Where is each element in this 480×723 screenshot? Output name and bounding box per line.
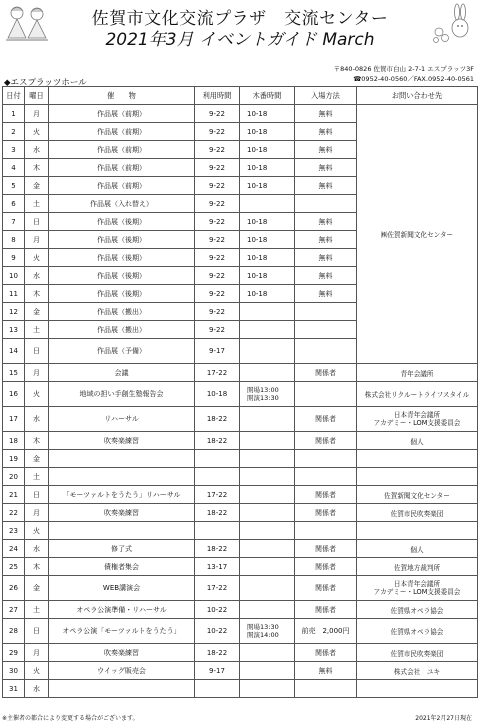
weekday-cell: 日 — [25, 619, 49, 644]
main-time-cell: 開場13:00 開演13:30 — [240, 382, 295, 407]
main-time-cell: 10-18 — [240, 231, 295, 249]
address-line: 〒840-0826 佐賀市白山 2-7-1 エスプラッツ3F — [333, 65, 474, 73]
main-time-cell: 10-18 — [240, 105, 295, 123]
weekday-cell: 土 — [25, 601, 49, 619]
entry-cell: 前売 2,000円 — [295, 619, 357, 644]
merged-contact-cell: ㈱佐賀新聞文化センター — [357, 105, 478, 364]
main-time-cell: 10-18 — [240, 249, 295, 267]
event-cell: ウイッグ販売会 — [49, 662, 195, 680]
usage-time-cell: 9-22 — [195, 105, 240, 123]
entry-cell: 関係者 — [295, 486, 357, 504]
main-time-cell — [240, 540, 295, 558]
table-row — [3, 576, 478, 601]
usage-time-cell: 9-22 — [195, 123, 240, 141]
table-row — [3, 644, 478, 662]
main-time-cell — [240, 321, 295, 339]
date-cell: 24 — [3, 540, 25, 558]
entry-cell — [295, 680, 357, 698]
event-cell — [49, 450, 195, 468]
main-time-cell — [240, 522, 295, 540]
contact-cell: 株式会社リクルートライフスタイル — [357, 382, 478, 407]
event-schedule-table — [2, 86, 478, 698]
weekday-cell: 木 — [25, 159, 49, 177]
entry-cell: 関係者 — [295, 504, 357, 522]
main-time-cell: 10-18 — [240, 177, 295, 195]
main-time-cell — [240, 601, 295, 619]
weekday-cell: 水 — [25, 407, 49, 432]
weekday-cell: 金 — [25, 450, 49, 468]
weekday-cell: 日 — [25, 486, 49, 504]
main-time-cell — [240, 303, 295, 321]
weekday-cell: 月 — [25, 105, 49, 123]
main-time-cell — [240, 468, 295, 486]
date-cell: 22 — [3, 504, 25, 522]
date-cell: 21 — [3, 486, 25, 504]
weekday-cell: 水 — [25, 540, 49, 558]
weekday-cell: 金 — [25, 303, 49, 321]
main-time-cell — [240, 486, 295, 504]
date-cell: 6 — [3, 195, 25, 213]
event-cell: 作品展（前期） — [49, 105, 195, 123]
usage-time-cell: 18-22 — [195, 644, 240, 662]
weekday-cell: 木 — [25, 432, 49, 450]
usage-time-cell: 9-22 — [195, 195, 240, 213]
main-time-cell — [240, 339, 295, 364]
column-header-contact: お問い合わせ先 — [357, 87, 478, 105]
date-cell: 4 — [3, 159, 25, 177]
usage-time-cell: 9-22 — [195, 267, 240, 285]
table-row — [3, 601, 478, 619]
table-row — [3, 450, 478, 468]
entry-cell — [295, 339, 357, 364]
date-cell: 19 — [3, 450, 25, 468]
date-cell: 25 — [3, 558, 25, 576]
usage-time-cell: 9-17 — [195, 662, 240, 680]
entry-cell — [295, 522, 357, 540]
event-cell — [49, 468, 195, 486]
event-cell: 修了式 — [49, 540, 195, 558]
table-row — [3, 432, 478, 450]
weekday-cell: 日 — [25, 213, 49, 231]
contact-cell — [357, 522, 478, 540]
date-cell: 11 — [3, 285, 25, 303]
page-header — [0, 0, 480, 62]
column-header-event: 催 物 — [49, 87, 195, 105]
date-cell: 26 — [3, 576, 25, 601]
table-row — [3, 504, 478, 522]
date-cell: 2 — [3, 123, 25, 141]
weekday-cell: 木 — [25, 285, 49, 303]
usage-time-cell: 9-22 — [195, 303, 240, 321]
weekday-cell: 水 — [25, 680, 49, 698]
entry-cell: 関係者 — [295, 432, 357, 450]
usage-time-cell — [195, 522, 240, 540]
entry-cell: 無料 — [295, 267, 357, 285]
contact-cell — [357, 450, 478, 468]
entry-cell: 関係者 — [295, 540, 357, 558]
weekday-cell: 火 — [25, 522, 49, 540]
main-time-cell — [240, 195, 295, 213]
event-cell: 作品展（後期） — [49, 285, 195, 303]
main-time-cell — [240, 576, 295, 601]
main-time-cell — [240, 364, 295, 382]
main-time-cell: 10-18 — [240, 267, 295, 285]
event-cell: リハーサル — [49, 407, 195, 432]
entry-cell: 関係者 — [295, 407, 357, 432]
contact-cell: 個人 — [357, 432, 478, 450]
date-cell: 13 — [3, 321, 25, 339]
table-row — [3, 540, 478, 558]
date-cell: 5 — [3, 177, 25, 195]
entry-cell: 関係者 — [295, 601, 357, 619]
usage-time-cell: 17-22 — [195, 364, 240, 382]
usage-time-cell: 9-22 — [195, 177, 240, 195]
weekday-cell: 月 — [25, 364, 49, 382]
footer-date: 2021年2月27日現在 — [415, 715, 472, 722]
table-row — [3, 382, 478, 407]
main-time-cell: 10-18 — [240, 213, 295, 231]
column-header-entry: 入場方法 — [295, 87, 357, 105]
table-header-row — [3, 87, 478, 105]
date-cell: 18 — [3, 432, 25, 450]
rabbit-flowers-icon — [430, 2, 474, 44]
usage-time-cell: 17-22 — [195, 486, 240, 504]
usage-time-cell: 13-17 — [195, 558, 240, 576]
date-cell: 29 — [3, 644, 25, 662]
contact-cell: 佐賀市民吹奏楽団 — [357, 644, 478, 662]
date-cell: 10 — [3, 267, 25, 285]
contact-cell: 佐賀新聞文化センター — [357, 486, 478, 504]
main-time-cell — [240, 504, 295, 522]
usage-time-cell: 18-22 — [195, 407, 240, 432]
event-cell: 吹奏楽練習 — [49, 432, 195, 450]
usage-time-cell: 17-22 — [195, 576, 240, 601]
entry-cell: 無料 — [295, 249, 357, 267]
weekday-cell: 月 — [25, 644, 49, 662]
contact-cell: 個人 — [357, 540, 478, 558]
entry-cell: 無料 — [295, 231, 357, 249]
date-cell: 1 — [3, 105, 25, 123]
contact-cell — [357, 680, 478, 698]
event-cell: 作品展（搬出） — [49, 303, 195, 321]
event-cell: 作品展（予備） — [49, 339, 195, 364]
main-time-cell: 10-18 — [240, 285, 295, 303]
table-row — [3, 522, 478, 540]
date-cell: 12 — [3, 303, 25, 321]
main-time-cell — [240, 450, 295, 468]
date-cell: 3 — [3, 141, 25, 159]
event-cell: 地域の担い手創生塾報告会 — [49, 382, 195, 407]
weekday-cell: 日 — [25, 339, 49, 364]
usage-time-cell: 9-22 — [195, 159, 240, 177]
event-cell: WEB講演会 — [49, 576, 195, 601]
weekday-cell: 金 — [25, 576, 49, 601]
contact-cell: 青年会議所 — [357, 364, 478, 382]
weekday-cell: 金 — [25, 177, 49, 195]
contact-cell: 佐賀県オペラ協会 — [357, 619, 478, 644]
weekday-cell: 火 — [25, 662, 49, 680]
page-subtitle: 2021年3月 イベントガイド March — [105, 30, 375, 50]
entry-cell: 関係者 — [295, 364, 357, 382]
entry-cell: 無料 — [295, 662, 357, 680]
footer-note: ※主催者の都合により変更する場合がございます。 — [2, 715, 139, 722]
usage-time-cell: 9-22 — [195, 141, 240, 159]
date-cell: 9 — [3, 249, 25, 267]
event-cell: 作品展（入れ替え） — [49, 195, 195, 213]
main-time-cell: 10-18 — [240, 123, 295, 141]
weekday-cell: 月 — [25, 504, 49, 522]
entry-cell — [295, 382, 357, 407]
hall-name: ◆エスプラッツホール — [4, 78, 87, 88]
table-row — [3, 680, 478, 698]
contact-cell: 株式会社 ユキ — [357, 662, 478, 680]
usage-time-cell: 10-18 — [195, 382, 240, 407]
entry-cell: 無料 — [295, 285, 357, 303]
weekday-cell: 水 — [25, 267, 49, 285]
column-header-date: 日付 — [3, 87, 25, 105]
event-cell: オペラ公演準備・リハーサル — [49, 601, 195, 619]
weekday-cell: 水 — [25, 141, 49, 159]
contact-cell: 佐賀県オペラ協会 — [357, 601, 478, 619]
weekday-cell: 火 — [25, 123, 49, 141]
entry-cell: 関係者 — [295, 558, 357, 576]
contact-cell: 日本青年会議所 アカデミー・LOM支援委員会 — [357, 407, 478, 432]
entry-cell: 無料 — [295, 177, 357, 195]
contact-cell — [357, 468, 478, 486]
usage-time-cell: 18-22 — [195, 432, 240, 450]
usage-time-cell: 18-22 — [195, 540, 240, 558]
entry-cell: 関係者 — [295, 576, 357, 601]
usage-time-cell: 9-22 — [195, 249, 240, 267]
usage-time-cell: 9-17 — [195, 339, 240, 364]
table-row — [3, 364, 478, 382]
entry-cell — [295, 321, 357, 339]
event-cell: 吹奏楽練習 — [49, 644, 195, 662]
date-cell: 23 — [3, 522, 25, 540]
table-row — [3, 662, 478, 680]
event-cell: 「モーツァルトをうたう」リハーサル — [49, 486, 195, 504]
main-time-cell — [240, 407, 295, 432]
event-cell: オペラ公演「モーツァルトをうたう」 — [49, 619, 195, 644]
phone-fax-line: ☎0952-40-0560／FAX.0952-40-0561 — [353, 75, 474, 83]
main-time-cell — [240, 680, 295, 698]
usage-time-cell — [195, 468, 240, 486]
event-cell: 作品展（後期） — [49, 267, 195, 285]
contact-cell: 佐賀地方裁判所 — [357, 558, 478, 576]
event-cell: 作品展（前期） — [49, 141, 195, 159]
contact-cell: 日本青年会議所 アカデミー・LOM支援委員会 — [357, 576, 478, 601]
event-cell: 債権者集会 — [49, 558, 195, 576]
table-row — [3, 468, 478, 486]
entry-cell: 関係者 — [295, 644, 357, 662]
table-row — [3, 558, 478, 576]
column-header-usage-time: 利用時間 — [195, 87, 240, 105]
date-cell: 20 — [3, 468, 25, 486]
event-cell: 作品展（搬出） — [49, 321, 195, 339]
column-header-main-time: 木番時間 — [240, 87, 295, 105]
main-time-cell: 10-18 — [240, 141, 295, 159]
event-cell: 作品展（後期） — [49, 249, 195, 267]
table-row — [3, 619, 478, 644]
weekday-cell: 月 — [25, 231, 49, 249]
usage-time-cell: 9-22 — [195, 285, 240, 303]
usage-time-cell — [195, 680, 240, 698]
weekday-cell: 土 — [25, 321, 49, 339]
contact-cell: 佐賀市民吹奏楽団 — [357, 504, 478, 522]
usage-time-cell: 9-22 — [195, 231, 240, 249]
date-cell: 27 — [3, 601, 25, 619]
column-header-weekday: 曜日 — [25, 87, 49, 105]
main-time-cell: 10-18 — [240, 159, 295, 177]
page-title: 佐賀市文化交流プラザ 交流センター — [91, 9, 389, 29]
event-cell — [49, 522, 195, 540]
date-cell: 7 — [3, 213, 25, 231]
usage-time-cell — [195, 450, 240, 468]
date-cell: 15 — [3, 364, 25, 382]
date-cell: 17 — [3, 407, 25, 432]
date-cell: 31 — [3, 680, 25, 698]
table-row — [3, 105, 478, 123]
weekday-cell: 火 — [25, 249, 49, 267]
event-cell — [49, 680, 195, 698]
table-row — [3, 407, 478, 432]
main-time-cell — [240, 662, 295, 680]
weekday-cell: 土 — [25, 195, 49, 213]
usage-time-cell: 9-22 — [195, 321, 240, 339]
date-cell: 16 — [3, 382, 25, 407]
main-time-cell — [240, 558, 295, 576]
entry-cell — [295, 303, 357, 321]
event-cell: 作品展（後期） — [49, 231, 195, 249]
usage-time-cell: 10-22 — [195, 619, 240, 644]
weekday-cell: 土 — [25, 468, 49, 486]
usage-time-cell: 9-22 — [195, 213, 240, 231]
table-row — [3, 486, 478, 504]
event-cell: 作品展（前期） — [49, 177, 195, 195]
event-cell: 作品展（後期） — [49, 213, 195, 231]
main-time-cell: 開場13:30 開演14:00 — [240, 619, 295, 644]
weekday-cell: 木 — [25, 558, 49, 576]
event-cell: 作品展（前期） — [49, 123, 195, 141]
event-cell: 会議 — [49, 364, 195, 382]
date-cell: 14 — [3, 339, 25, 364]
schedule-body — [3, 105, 478, 698]
main-time-cell — [240, 432, 295, 450]
weekday-cell: 火 — [25, 382, 49, 407]
main-time-cell — [240, 644, 295, 662]
usage-time-cell: 10-22 — [195, 601, 240, 619]
entry-cell — [295, 195, 357, 213]
entry-cell: 無料 — [295, 213, 357, 231]
usage-time-cell: 18-22 — [195, 504, 240, 522]
entry-cell: 無料 — [295, 159, 357, 177]
entry-cell: 無料 — [295, 141, 357, 159]
date-cell: 8 — [3, 231, 25, 249]
event-cell: 作品展（前期） — [49, 159, 195, 177]
date-cell: 30 — [3, 662, 25, 680]
entry-cell: 無料 — [295, 105, 357, 123]
entry-cell — [295, 450, 357, 468]
event-cell: 吹奏楽練習 — [49, 504, 195, 522]
date-cell: 28 — [3, 619, 25, 644]
entry-cell — [295, 468, 357, 486]
entry-cell: 無料 — [295, 123, 357, 141]
